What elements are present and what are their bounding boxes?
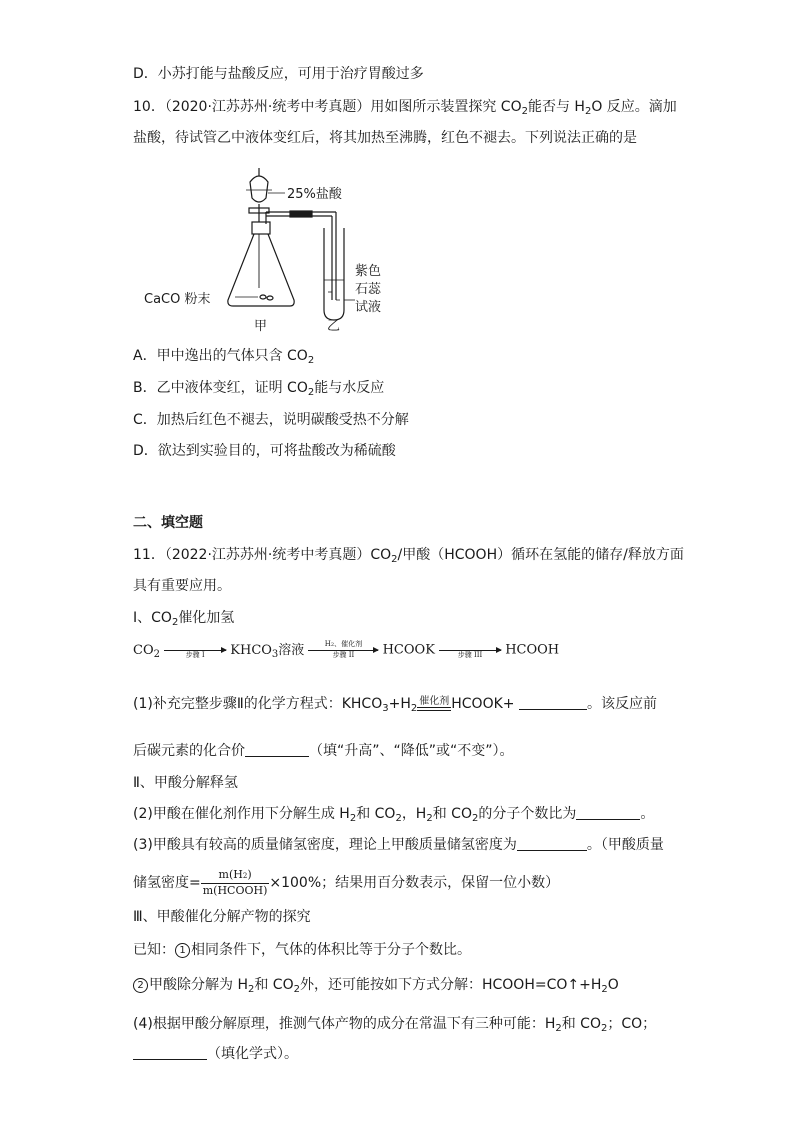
known-1: 已知： 1 相同条件下，气体的体积比等于分子个数比。: [133, 942, 471, 958]
q11-sub1-line2: 后碳元素的化合价 （填“升高”、“降低”或“不变”）。: [133, 743, 514, 759]
answer-blank-1b[interactable]: [245, 742, 309, 757]
flow-hcooh: HCOOH: [505, 642, 560, 658]
flow-arrow-1: 步骤 I: [164, 641, 226, 660]
q10-option-c: C．加热后红色不褪去，说明碳酸受热不分解: [133, 412, 409, 428]
part-3-heading: Ⅲ、甲酸催化分解产物的探究: [133, 909, 311, 925]
q11-sub4-line2: （填化学式）。: [133, 1044, 298, 1064]
q10-stem-line2: 盐酸，待试管乙中液体变红后，将其加热至沸腾，红色不褪去。下列说法正确的是: [133, 130, 637, 146]
powder-label: CaCO 粉末: [144, 292, 211, 307]
q11-sub4: (4)根据甲酸分解原理，推测气体产物的成分在常温下有三种可能：$H_2$和 $CO_2$；CO；: [133, 1016, 657, 1034]
litmus-label-2: 石蕊: [355, 282, 382, 297]
apparatus-diagram: [140, 160, 400, 335]
reaction-flow: [133, 640, 559, 665]
answer-blank-4[interactable]: [133, 1045, 207, 1060]
part-2-heading: Ⅱ、甲酸分解释氢: [133, 775, 238, 791]
funnel-bulb: [250, 176, 268, 202]
q9-option-d: D．小苏打能与盐酸反应，可用于治疗胃酸过多: [133, 66, 424, 82]
q11-sub1: (1)补充完整步骤Ⅱ的化学方程式：$KHCO_3+H_2$ 催化剂 HCOOK+ 。该反应前: [133, 696, 657, 714]
q11-sub3-line2: 储氢密度= $\frac{m(H2)}{\text{m(HCOOH)}}$ ×100%；结果用百分数表示，保留一位小数）: [133, 868, 560, 897]
section-heading: 二、填空题: [133, 515, 203, 531]
acid-label: 25%盐酸: [287, 187, 342, 202]
answer-blank-3[interactable]: [517, 836, 587, 851]
flow-hcook: HCOOK: [382, 642, 435, 658]
test-tube: [324, 228, 344, 320]
q10-stem: 10．（2020·江苏苏州·统考中考真题）用如图所示装置探究 $CO_2$能否与 $H_2O$ 反应。滴加: [133, 99, 677, 117]
density-fraction: $\frac{m(H2)}{\text{m(HCOOH)}}$: [202, 868, 268, 897]
q11-stem: 11．（2022·江苏苏州·统考中考真题）$CO_2/$甲酸（HCOOH）循环在氢能的储存/释放方面: [133, 547, 684, 565]
litmus-label-3: 试液: [355, 300, 382, 315]
answer-blank-1a[interactable]: [519, 695, 587, 710]
q10-option-b: B．乙中液体变红，证明 $CO_2$能与水反应: [133, 380, 385, 398]
q11-sub3: (3)甲酸具有较高的质量储氢密度，理论上甲酸质量储氢密度为 。（甲酸质量: [133, 837, 664, 853]
flask-neck: [252, 222, 270, 234]
flask-label: 甲: [254, 319, 268, 334]
q11-stem-line2: 具有重要应用。: [133, 578, 231, 594]
q11-sub2: (2)甲酸在催化剂作用下分解生成 $H_2$和 $CO_2$，$H_2$和 $CO_2$的分子个数比为 。: [133, 806, 655, 824]
flow-arrow-3: 步骤 III: [439, 641, 501, 660]
part-1-heading: I、$CO_2$催化加氢: [133, 610, 235, 628]
q10-option-d: D．欲达到实验目的，可将盐酸改为稀硫酸: [133, 443, 396, 459]
flow-arrow-2: H2、催化剂 步骤 II: [308, 640, 378, 660]
rubber-connector: [290, 211, 312, 217]
tube-label: 乙: [327, 319, 341, 334]
q10-option-a: A．甲中逸出的气体只含 $CO_2$: [133, 348, 315, 366]
answer-blank-2[interactable]: [576, 805, 640, 820]
flow-khco3: $KHCO_3$溶液: [230, 642, 305, 660]
catalyst-equals: 催化剂: [417, 697, 451, 711]
litmus-label-1: 紫色: [355, 264, 382, 279]
flow-co2: $CO_2$: [133, 642, 160, 660]
known-2: 2 甲酸除分解为 $H_2$和 $CO_2$外，还可能按如下方式分解：$HCOOH=CO↑+H_2O$: [133, 975, 619, 1000]
